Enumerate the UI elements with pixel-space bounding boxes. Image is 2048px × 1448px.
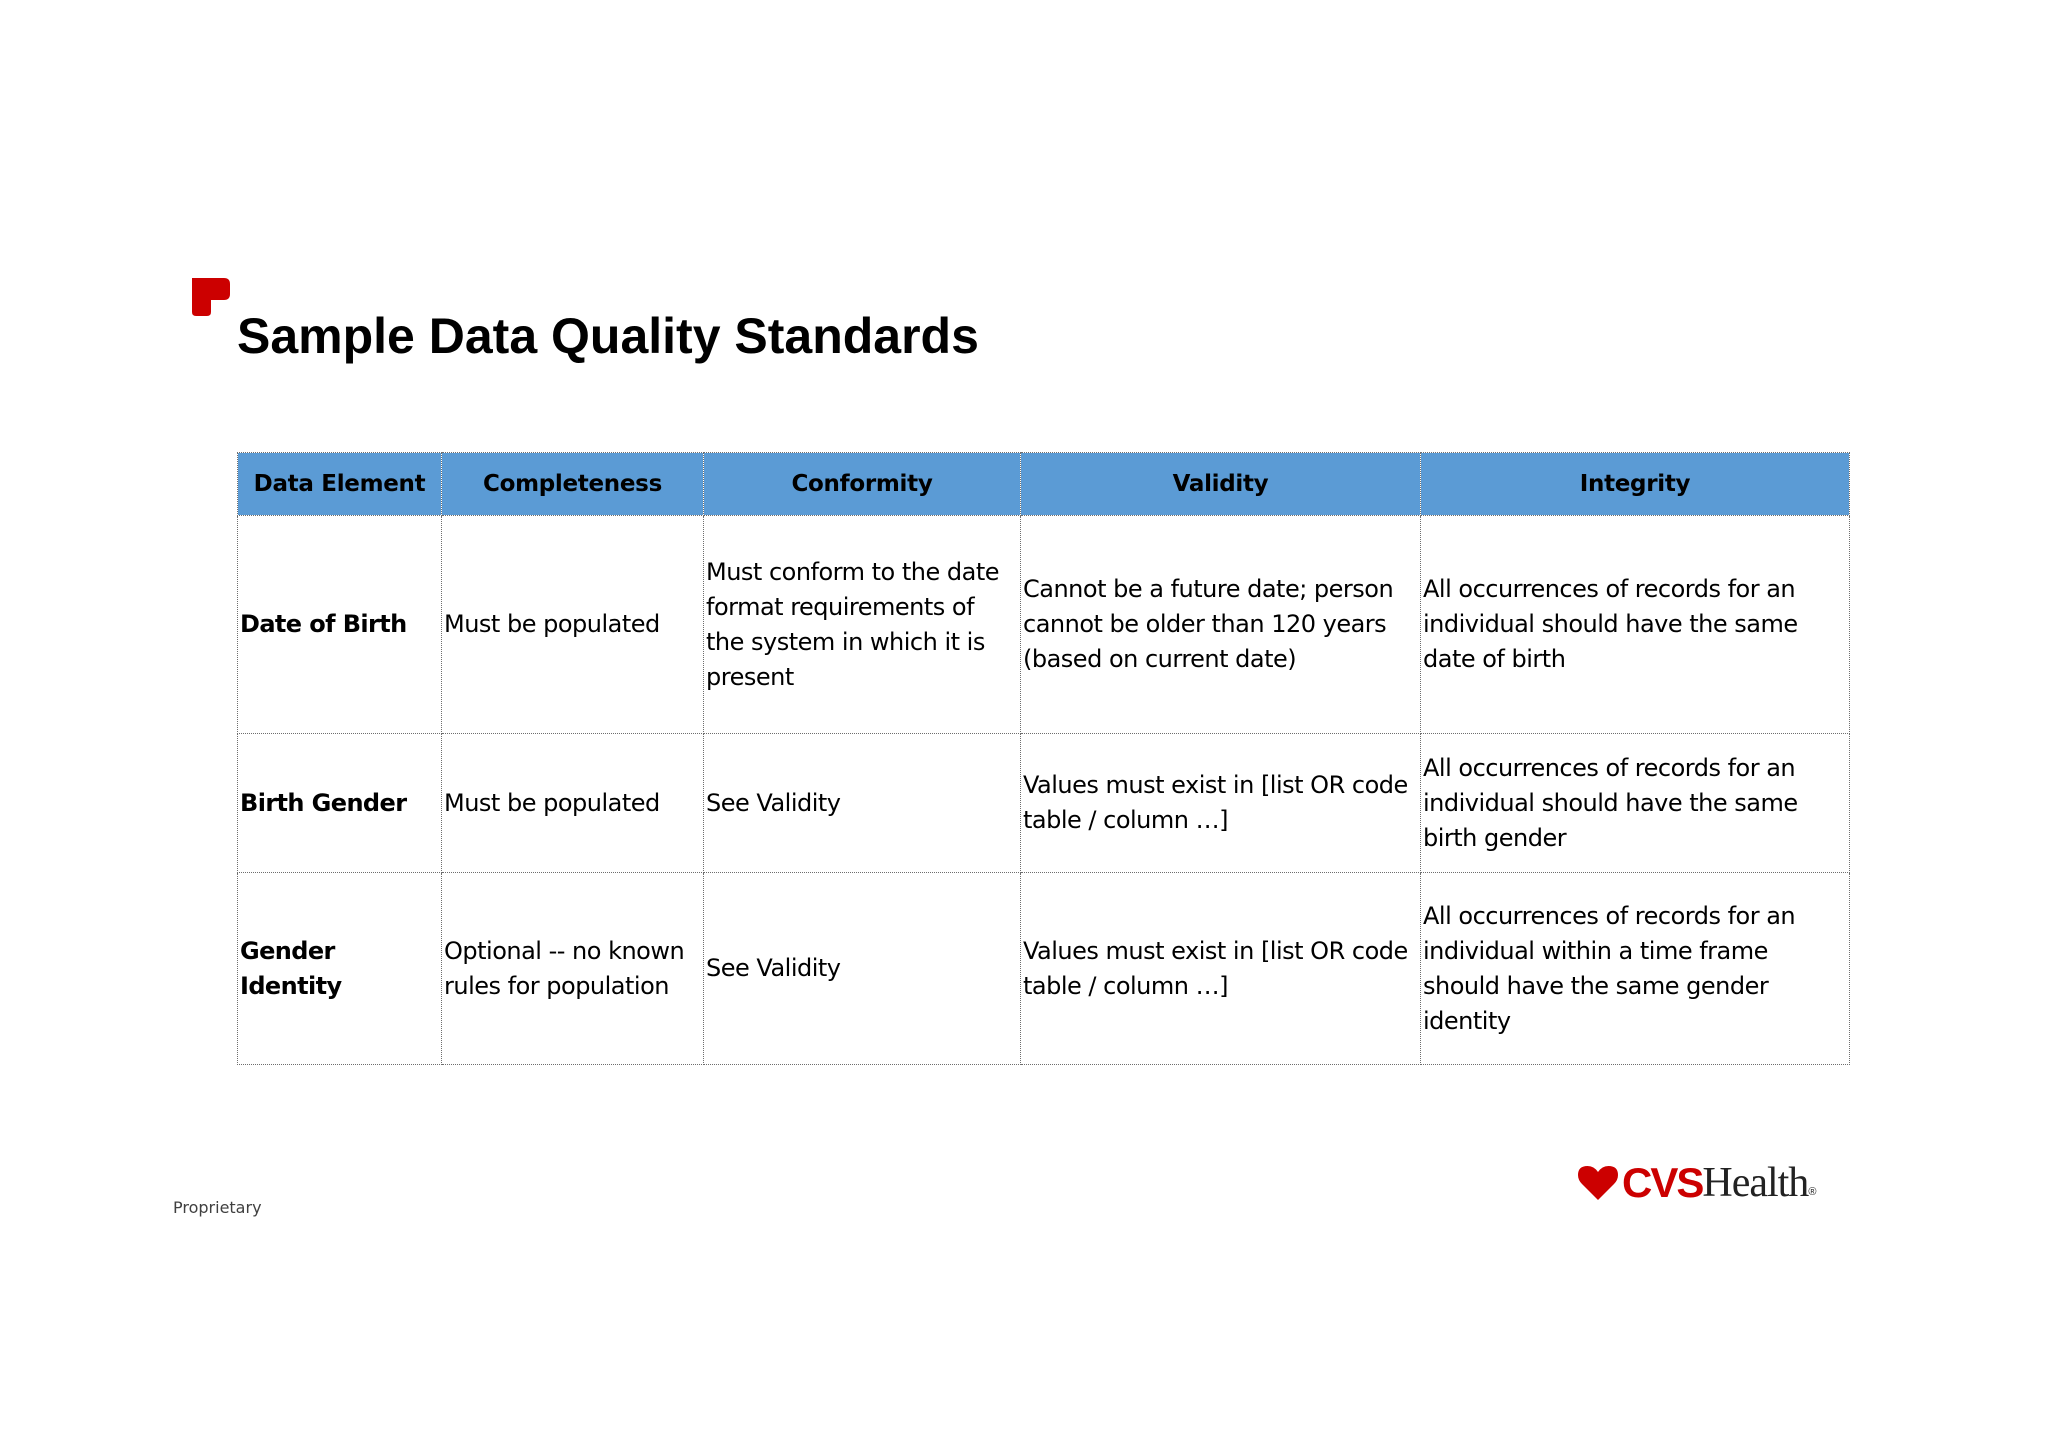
cell-element: Gender Identity: [238, 873, 442, 1065]
cell-completeness: Optional -- no known rules for population: [442, 873, 704, 1065]
cvs-health-logo: [1578, 1158, 1816, 1208]
slide-title: Sample Data Quality Standards: [237, 308, 979, 364]
cell-element: Birth Gender: [238, 734, 442, 873]
logo-registered-mark: ®: [1808, 1186, 1817, 1198]
footer-proprietary-label: Proprietary: [173, 1198, 262, 1217]
header-data-element: Data Element: [238, 453, 442, 516]
logo-text-regular: Health: [1702, 1160, 1809, 1206]
data-quality-table: [237, 452, 1850, 1065]
table-row: [238, 873, 1850, 1065]
logo-text-bold: CVS: [1622, 1159, 1703, 1206]
cell-validity: Values must exist in [list OR code table / column …]: [1021, 873, 1421, 1065]
cell-integrity: All occurrences of records for an individual should have the same date of birth: [1421, 516, 1850, 734]
header-completeness: Completeness: [442, 453, 704, 516]
table-row: [238, 516, 1850, 734]
table-row: [238, 734, 1850, 873]
header-integrity: Integrity: [1421, 453, 1850, 516]
header-conformity: Conformity: [704, 453, 1021, 516]
cell-validity: Values must exist in [list OR code table / column …]: [1021, 734, 1421, 873]
cell-validity: Cannot be a future date; person cannot be older than 120 years (based on current date): [1021, 516, 1421, 734]
cell-completeness: Must be populated: [442, 516, 704, 734]
cell-element: Date of Birth: [238, 516, 442, 734]
cell-integrity: All occurrences of records for an individual should have the same birth gender: [1421, 734, 1850, 873]
table-header-row: [238, 453, 1850, 516]
cell-conformity: See Validity: [704, 873, 1021, 1065]
cell-conformity: See Validity: [704, 734, 1021, 873]
heart-icon: [1578, 1165, 1618, 1201]
accent-corner-icon: [192, 278, 230, 316]
cell-completeness: Must be populated: [442, 734, 704, 873]
cell-conformity: Must conform to the date format requirements of the system in which it is present: [704, 516, 1021, 734]
cell-integrity: All occurrences of records for an individual within a time frame should have the same gender identity: [1421, 873, 1850, 1065]
header-validity: Validity: [1021, 453, 1421, 516]
